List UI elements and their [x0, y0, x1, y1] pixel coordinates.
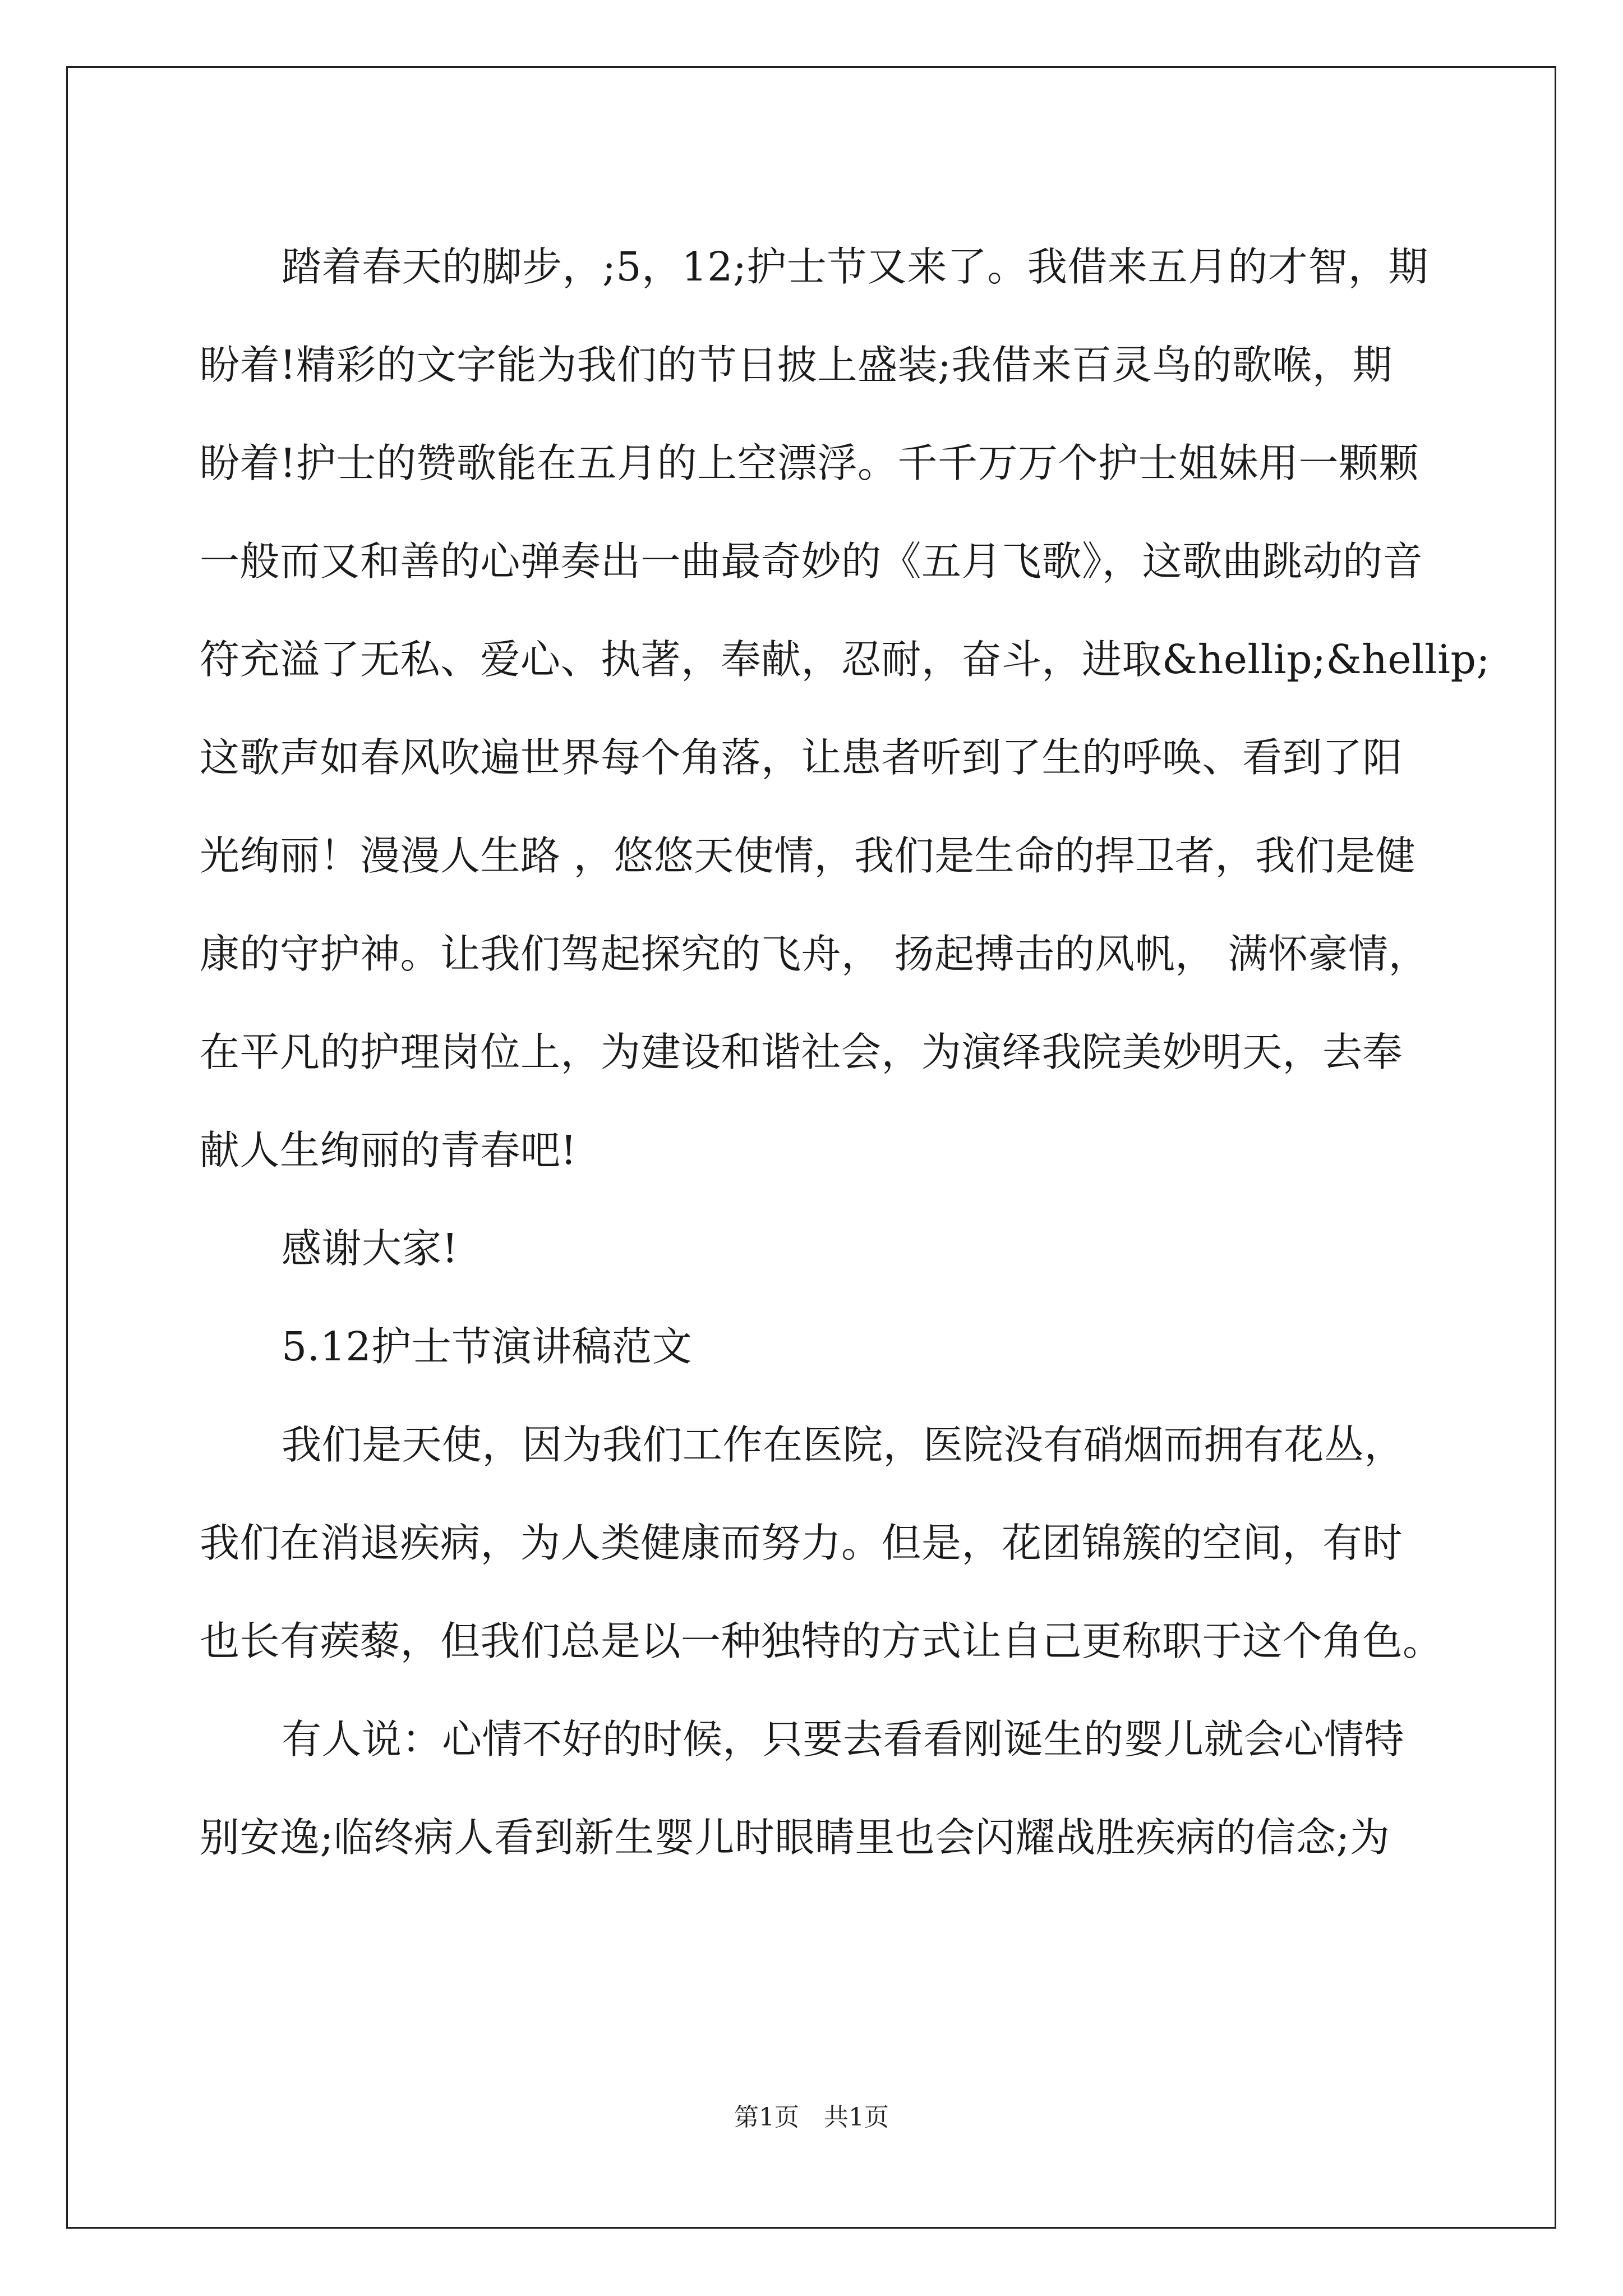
text-line: 符充溢了无私、爱心、执著，奉献，忍耐，奋斗，进取&hellip;&hellip; — [200, 636, 1490, 683]
text-line: 踏着春天的脚步，;5，12;护士节又来了。我借来五月的才智，期 — [282, 243, 1428, 290]
section-title: 5.12护士节演讲稿范文 — [282, 1323, 693, 1370]
text-line: 盼着!精彩的文字能为我们的节日披上盛装;我借来百灵鸟的歌喉，期 — [200, 342, 1393, 388]
text-line: 我们在消退疾病，为人类健康而努力。但是，花团锦簇的空间，有时 — [200, 1520, 1403, 1566]
page-number-footer: 第1页 共1页 — [734, 2103, 889, 2132]
text-line: 献人生绚丽的青春吧! — [200, 1127, 577, 1174]
text-line: 也长有蒺藜，但我们总是以一种独特的方式让自己更称职于这个角色。 — [200, 1618, 1443, 1664]
text-line: 别安逸;临终病人看到新生婴儿时眼睛里也会闪耀战胜疾病的信念;为 — [200, 1814, 1390, 1861]
text-line: 在平凡的护理岗位上，为建设和谐社会，为演绎我院美妙明天，去奉 — [200, 1029, 1403, 1075]
closing-thanks: 感谢大家! — [282, 1225, 459, 1272]
text-line: 我们是天使，因为我们工作在医院，医院没有硝烟而拥有花丛， — [282, 1421, 1405, 1468]
text-line: 这歌声如春风吹遍世界每个角落，让患者听到了生的呼唤、看到了阳 — [200, 734, 1403, 781]
text-line: 有人说：心情不好的时候，只要去看看刚诞生的婴儿就会心情特 — [282, 1716, 1405, 1763]
text-line: 康的守护神。让我们驾起探究的飞舟， 扬起搏击的风帆， 满怀豪情， — [200, 931, 1429, 977]
text-line: 盼着!护士的赞歌能在五月的上空漂浮。千千万万个护士姐妹用一颗颗 — [200, 440, 1419, 486]
text-line: 光绚丽！漫漫人生路 ，悠悠天使情，我们是生命的捍卫者，我们是健 — [200, 832, 1416, 879]
text-line: 一般而又和善的心弹奏出一曲最奇妙的《五月飞歌》，这歌曲跳动的音 — [200, 538, 1423, 585]
document-body — [200, 218, 1490, 1887]
